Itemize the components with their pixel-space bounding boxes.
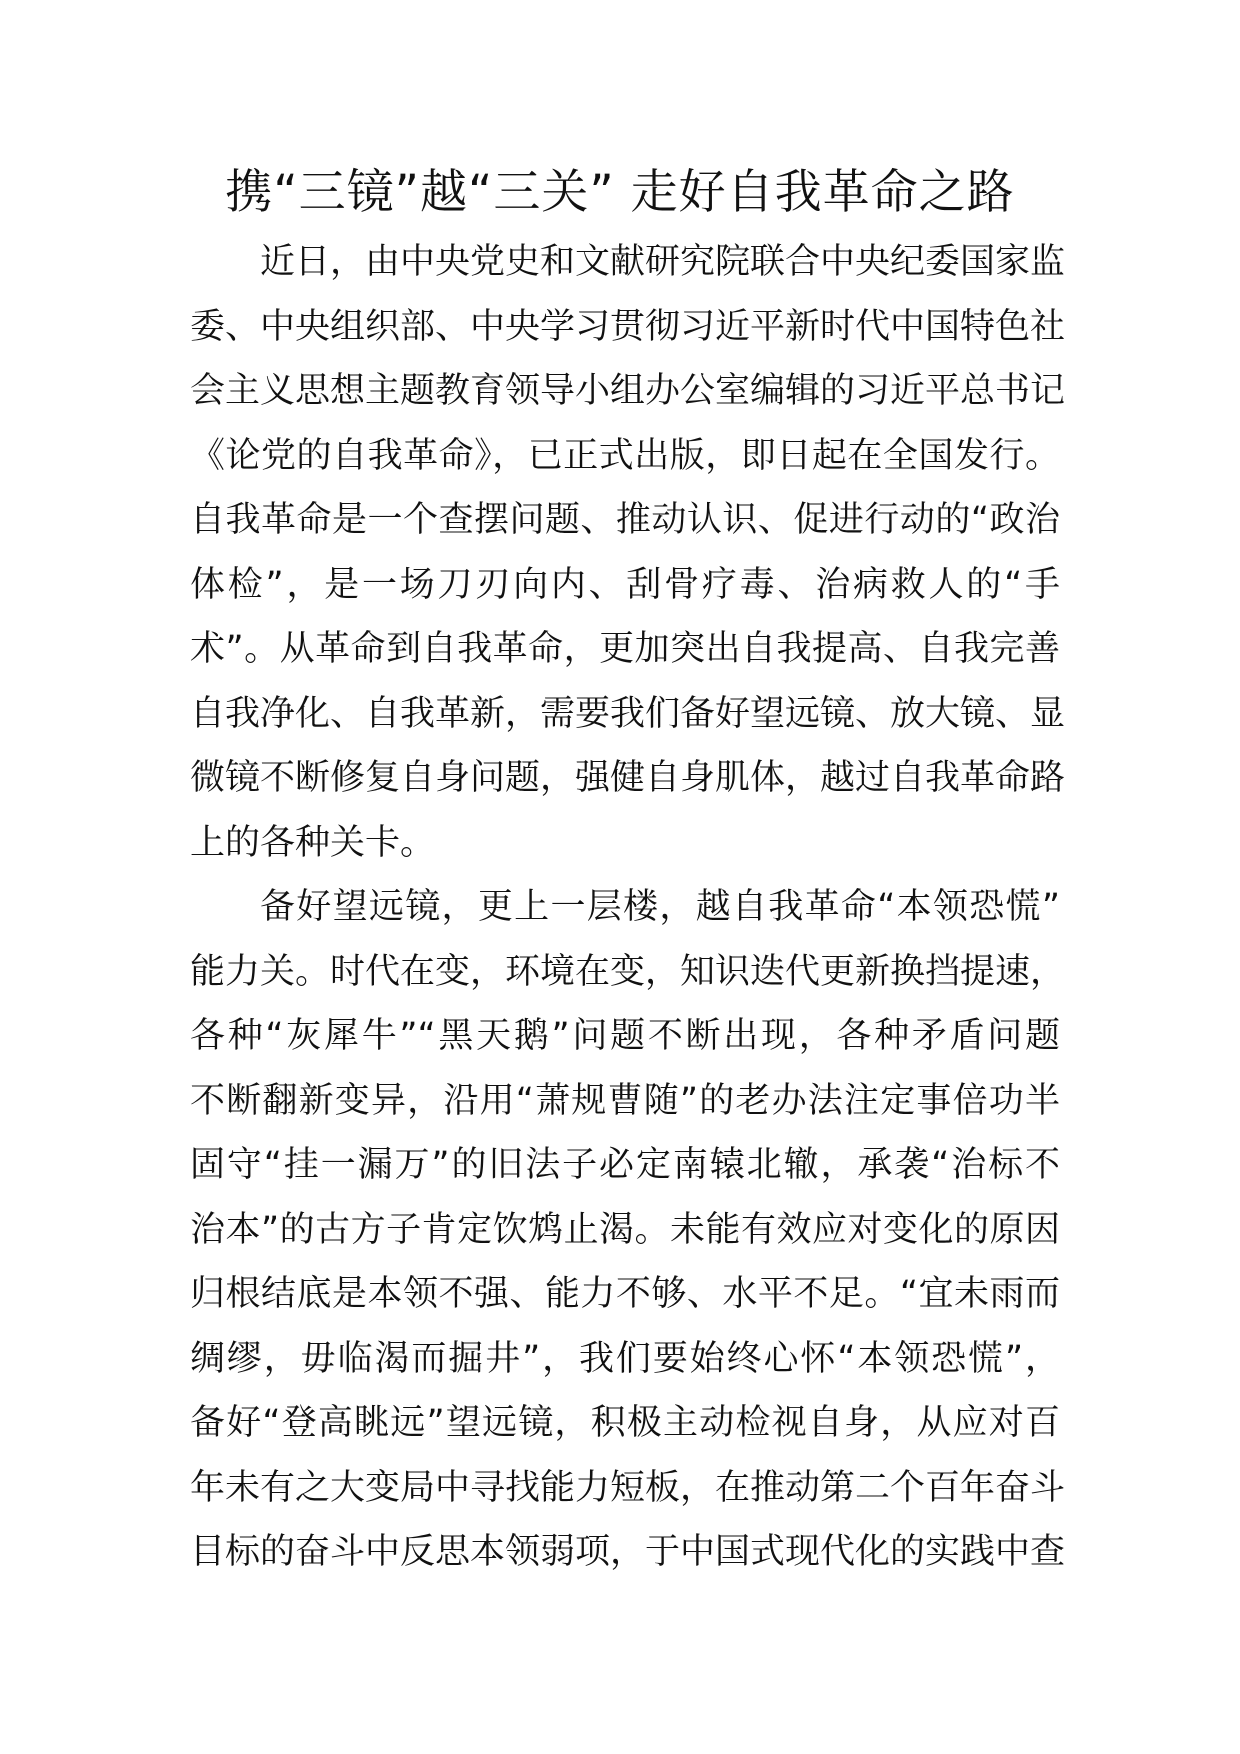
paragraph-2 xyxy=(190,875,1066,1585)
text-line: 近日，由中央党史和文献研究院联合中央纪委国家监 xyxy=(260,242,1066,282)
text-line: 备好望远镜，更上一层楼，越自我革命“本领恐慌” xyxy=(260,887,1060,927)
text-line: 委、中央组织部、中央学习贯彻习近平新时代中国特色社 xyxy=(190,306,1066,347)
text-line: 各种“灰犀牛”“黑天鹅”问题不断出现，各种矛盾问题 xyxy=(190,1016,1060,1056)
text-line: 自我革命是一个查摆问题、推动认识、促进行动的“政治 xyxy=(190,500,1060,540)
text-line: 体检”，是一场刀刃向内、刮骨疗毒、治病救人的“手 xyxy=(190,564,1060,605)
text-line: 绸缪，毋临渴而掘井”，我们要始终心怀“本领恐慌”， xyxy=(190,1338,1060,1379)
text-line: 微镜不断修复自身问题，强健自身肌体，越过自我革命路 xyxy=(190,758,1066,798)
text-line: 会主义思想主题教育领导小组办公室编辑的习近平总书记 xyxy=(190,371,1066,411)
text-line: 能力关。时代在变，环境在变，知识迭代更新换挡提速， xyxy=(190,951,1066,992)
document-body xyxy=(190,230,1066,1585)
text-line: 归根结底是本领不强、能力不够、水平不足。“宜未雨而 xyxy=(190,1274,1060,1314)
text-line: 年未有之大变局中寻找能力短板，在推动第二个百年奋斗 xyxy=(190,1467,1066,1508)
text-line: 不断翻新变异，沿用“萧规曹随”的老办法注定事倍功半 xyxy=(190,1080,1060,1121)
text-line: 自我净化、自我革新，需要我们备好望远镜、放大镜、显 xyxy=(190,693,1066,734)
text-line: 上的各种关卡。 xyxy=(190,822,436,863)
text-line: 《论党的自我革命》，已正式出版，即日起在全国发行。 xyxy=(190,435,1060,476)
text-line: 备好“登高眺远”望远镜，积极主动检视自身，从应对百 xyxy=(190,1403,1060,1443)
text-line: 术”。从革命到自我革命，更加突出自我提高、自我完善 xyxy=(190,629,1060,669)
paragraph-1 xyxy=(190,230,1066,875)
text-line: 固守“挂一漏万”的旧法子必定南辕北辙，承袭“治标不 xyxy=(190,1145,1060,1185)
document-title: 携“三镜”越“三关” 走好自我革命之路 xyxy=(225,165,1015,220)
text-line: 治本”的古方子肯定饮鸩止渴。未能有效应对变化的原因 xyxy=(190,1209,1060,1250)
text-line: 目标的奋斗中反思本领弱项，于中国式现代化的实践中查 xyxy=(190,1532,1066,1572)
